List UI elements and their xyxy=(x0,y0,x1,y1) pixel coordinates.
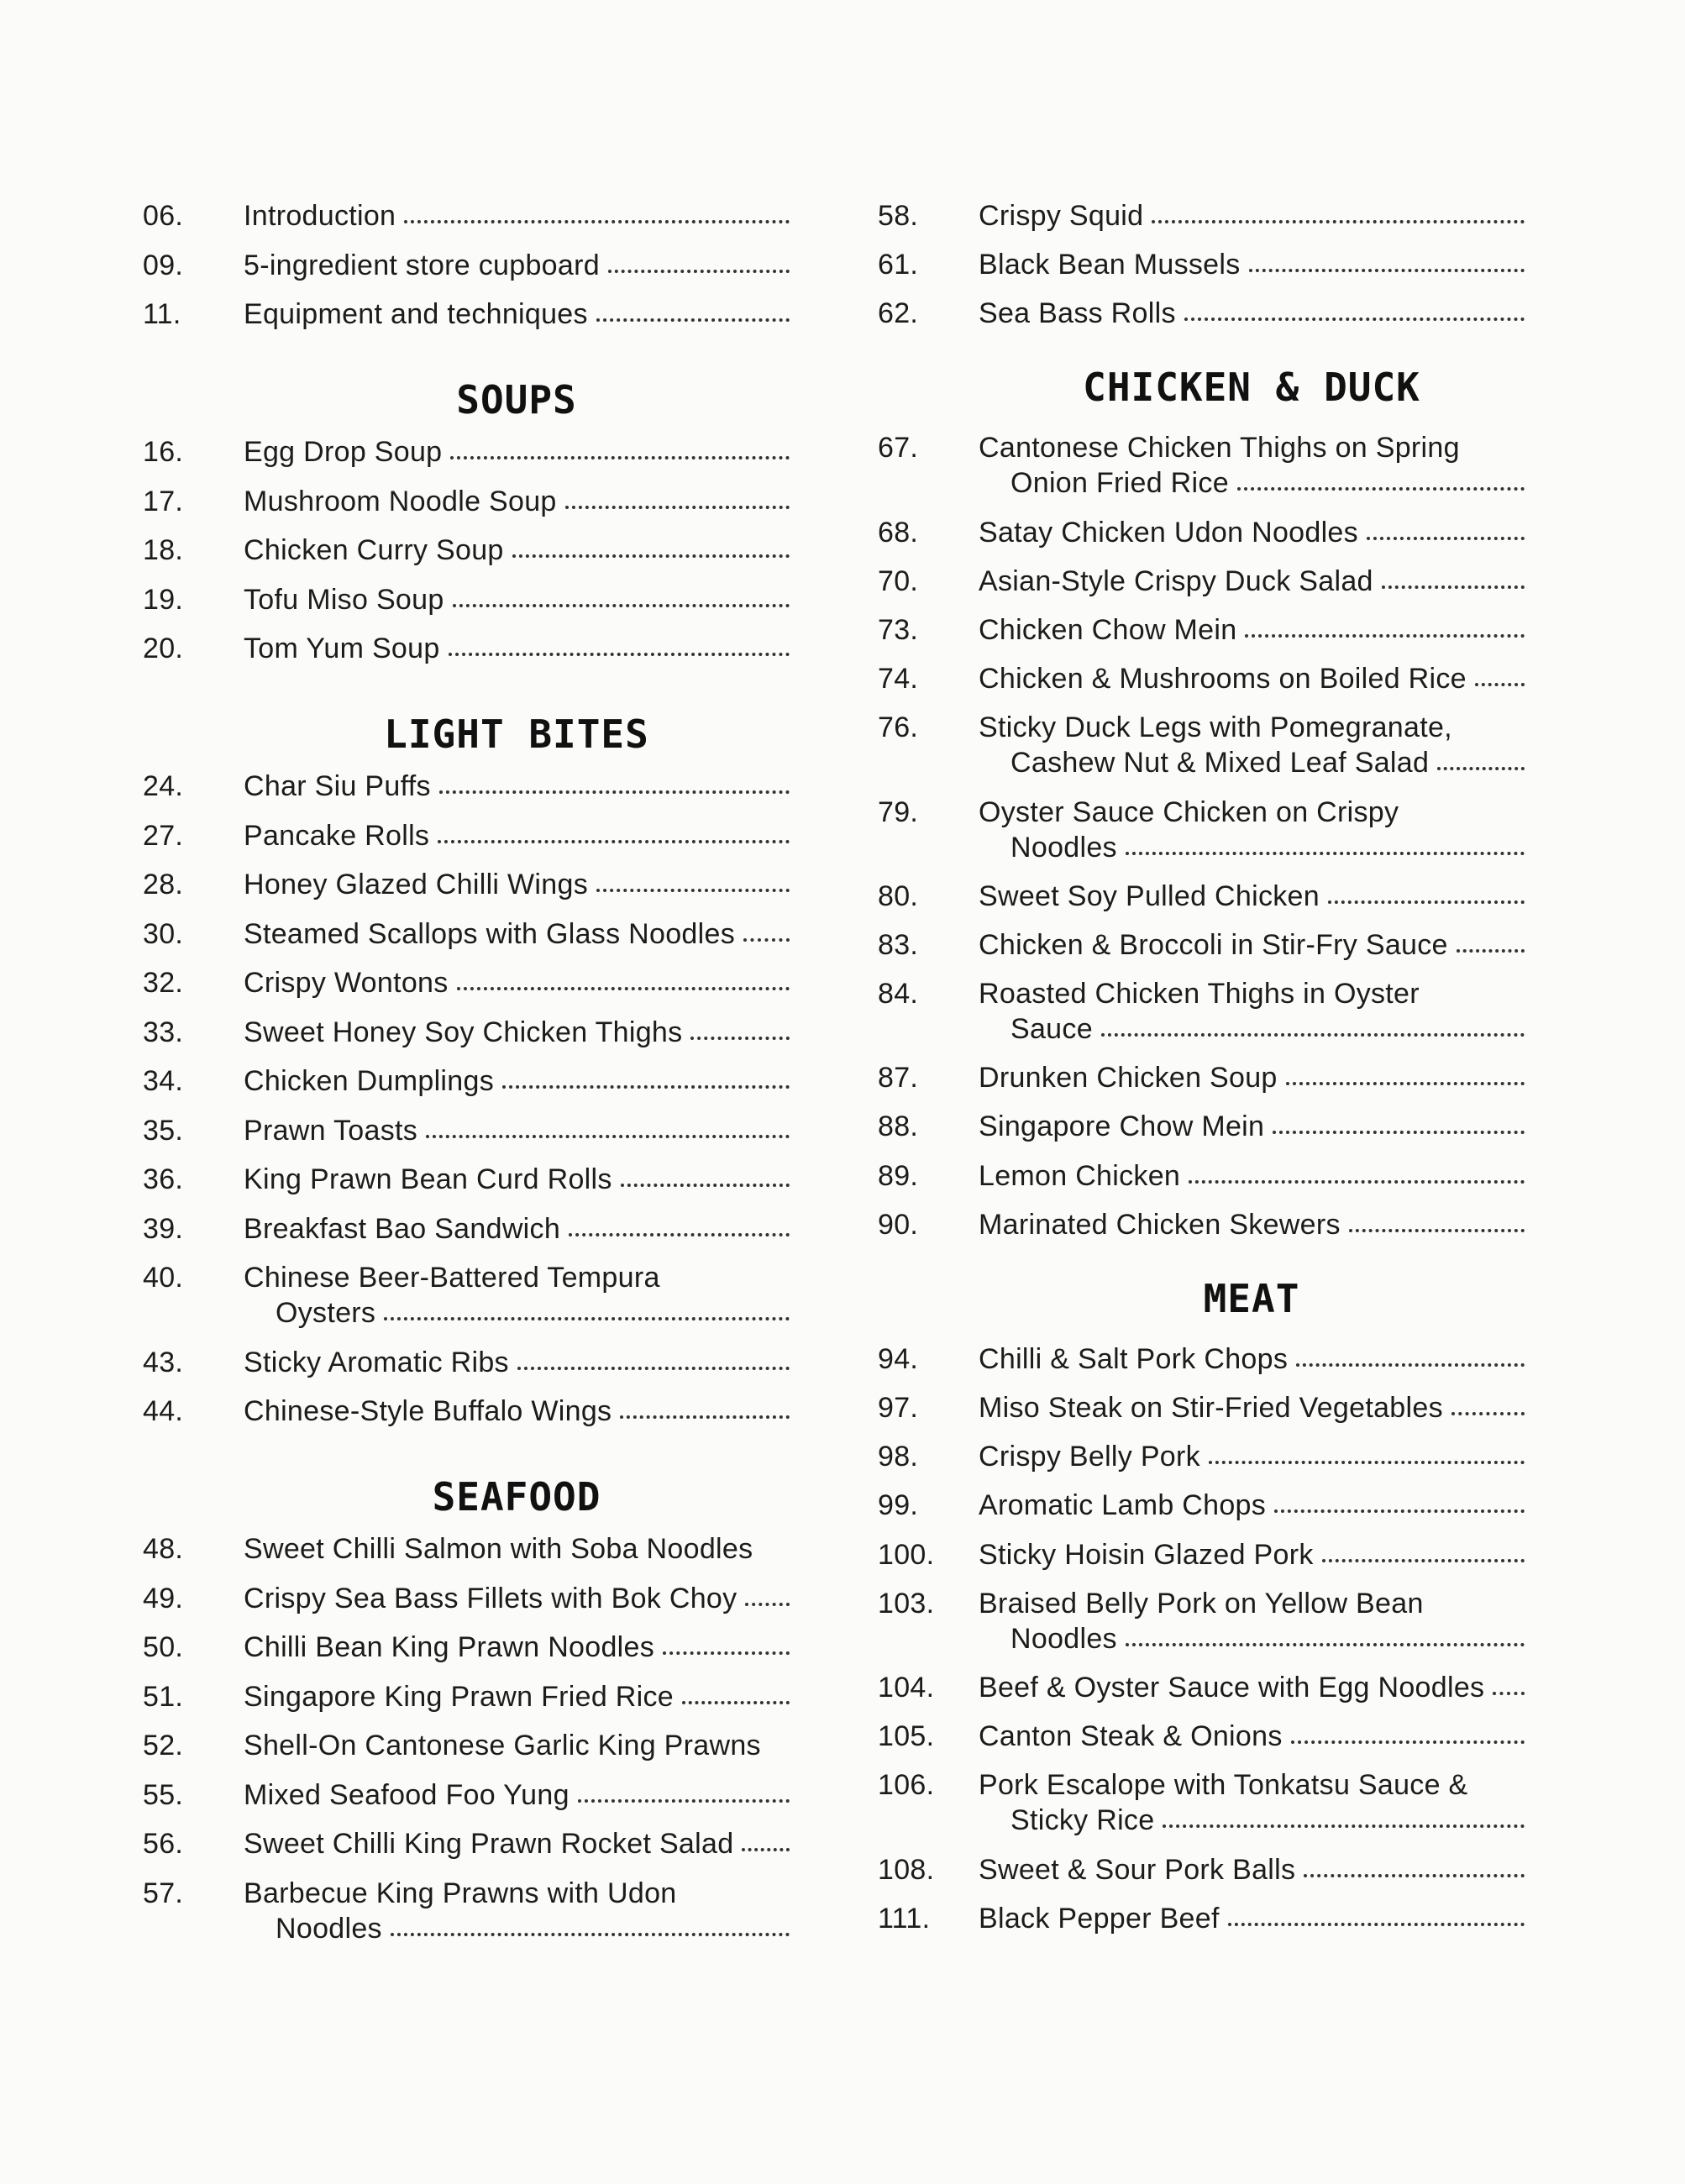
entry-title: Sweet Honey Soy Chicken Thighs xyxy=(244,1016,683,1048)
page-number: 79. xyxy=(878,795,919,828)
entry-title: Crispy Belly Pork xyxy=(979,1441,1200,1473)
entry-title: Cantonese Chicken Thighs on Spring xyxy=(979,432,1460,465)
dot-leader xyxy=(1189,1173,1525,1184)
entry-title: Noodles xyxy=(1010,831,1117,864)
toc-entry[interactable] xyxy=(143,582,790,617)
entry-title: Drunken Chicken Soup xyxy=(979,1062,1278,1095)
dot-leader xyxy=(1475,676,1525,686)
page-number: 87. xyxy=(878,1062,919,1095)
page-number: 74. xyxy=(878,663,919,696)
page-number: 111. xyxy=(878,1902,931,1935)
page-number: 67. xyxy=(878,432,919,465)
page-number: 56. xyxy=(143,1828,184,1860)
toc-entry[interactable] xyxy=(143,1777,790,1813)
toc-entry[interactable] xyxy=(878,564,1525,599)
entry-title: Sticky Rice xyxy=(1010,1804,1155,1837)
dot-leader xyxy=(1152,213,1525,223)
entry-title: Beef & Oyster Sauce with Egg Noodles xyxy=(979,1671,1485,1704)
dot-leader xyxy=(1126,1636,1525,1646)
toc-entry[interactable] xyxy=(878,1341,1525,1377)
dot-leader xyxy=(1249,262,1525,272)
toc-entry[interactable] xyxy=(143,1679,790,1714)
dot-leader xyxy=(663,1645,790,1655)
page-number: 52. xyxy=(143,1730,184,1761)
page-number: 88. xyxy=(878,1110,919,1143)
toc-entry[interactable] xyxy=(143,1345,790,1380)
entry-title: Tom Yum Soup xyxy=(244,633,440,664)
entry-title: Oyster Sauce Chicken on Crispy xyxy=(979,795,1399,828)
entry-title: Chicken Dumplings xyxy=(244,1065,495,1097)
entry-title: Marinated Chicken Skewers xyxy=(979,1208,1341,1241)
entry-title: Pork Escalope with Tonkatsu Sauce & xyxy=(979,1769,1468,1802)
page-number: 28. xyxy=(143,869,184,900)
entry-title: Chicken Curry Soup xyxy=(244,534,504,566)
toc-entry[interactable] xyxy=(143,1630,790,1665)
toc-entry[interactable] xyxy=(143,248,790,283)
page-number: 51. xyxy=(143,1680,184,1713)
page-number: 100. xyxy=(878,1538,935,1571)
dot-leader xyxy=(608,263,790,273)
entry-title: Sweet Soy Pulled Chicken xyxy=(979,879,1320,912)
page-number: 44. xyxy=(143,1395,184,1427)
entry-title: Honey Glazed Chilli Wings xyxy=(244,869,588,900)
page-number: 73. xyxy=(878,613,919,646)
toc-entry[interactable] xyxy=(143,297,790,332)
dot-leader xyxy=(449,646,790,656)
toc-entry[interactable] xyxy=(143,631,790,666)
entry-title: Chicken Chow Mein xyxy=(979,613,1237,646)
entry-title: Equipment and techniques xyxy=(244,298,588,330)
page-number: 36. xyxy=(143,1163,184,1195)
entry-title: Prawn Toasts xyxy=(244,1114,418,1147)
dot-leader xyxy=(1286,1075,1525,1085)
page-number: 61. xyxy=(878,249,919,281)
section-heading-soups: SOUPS xyxy=(456,377,577,423)
dot-leader xyxy=(1457,942,1525,953)
toc-entry[interactable] xyxy=(878,430,1525,501)
entry-title: Crispy Wontons xyxy=(244,967,449,999)
dot-leader xyxy=(1451,1405,1525,1415)
page-number: 27. xyxy=(143,819,184,852)
toc-entry[interactable] xyxy=(878,976,1525,1047)
toc-entry[interactable] xyxy=(878,1719,1525,1754)
dot-leader xyxy=(1304,1867,1525,1877)
page-number: 84. xyxy=(878,978,919,1011)
toc-entry[interactable] xyxy=(143,533,790,568)
entry-title: Sweet Chilli King Prawn Rocket Salad xyxy=(244,1828,734,1860)
entry-title: Singapore Chow Mein xyxy=(979,1110,1265,1143)
toc-entry[interactable] xyxy=(143,1728,790,1763)
dot-leader xyxy=(621,1177,790,1187)
dot-leader xyxy=(578,1793,790,1803)
dot-leader xyxy=(596,312,790,322)
toc-entry[interactable] xyxy=(143,484,790,519)
section-heading-meat: MEAT xyxy=(1203,1275,1300,1321)
entry-title: Cashew Nut & Mixed Leaf Salad xyxy=(1010,747,1430,780)
entry-title: Canton Steak & Onions xyxy=(979,1720,1283,1753)
toc-entry[interactable] xyxy=(143,1876,790,1946)
toc-entry[interactable] xyxy=(878,198,1525,234)
toc-entry[interactable] xyxy=(878,879,1525,914)
dot-leader xyxy=(512,548,790,558)
dot-leader xyxy=(1184,311,1525,321)
page-number: 70. xyxy=(878,564,919,597)
entry-title: Chinese Beer-Battered Tempura xyxy=(244,1262,660,1294)
page-number: 11. xyxy=(143,298,181,330)
entry-title: Chinese-Style Buffalo Wings xyxy=(244,1395,612,1427)
page-number: 06. xyxy=(143,200,184,232)
dot-leader xyxy=(1349,1222,1525,1232)
entry-title: Satay Chicken Udon Noodles xyxy=(979,516,1358,549)
page-number: 62. xyxy=(878,297,919,330)
toc-entry[interactable] xyxy=(143,1260,790,1331)
dot-leader xyxy=(453,597,790,607)
dot-leader xyxy=(1163,1818,1525,1828)
page-number: 43. xyxy=(143,1346,184,1378)
dot-leader xyxy=(1322,1552,1525,1562)
dot-leader xyxy=(439,784,790,794)
page-number: 106. xyxy=(878,1769,935,1802)
page-number: 48. xyxy=(143,1533,184,1565)
entry-title: Shell-On Cantonese Garlic King Prawns xyxy=(244,1730,761,1761)
dot-leader xyxy=(565,499,790,509)
dot-leader xyxy=(1273,1124,1525,1134)
toc-entry[interactable] xyxy=(143,1531,790,1567)
toc-entry[interactable] xyxy=(878,612,1525,648)
toc-entry[interactable] xyxy=(878,1586,1525,1656)
dot-leader xyxy=(1291,1734,1525,1744)
entry-title: Sticky Duck Legs with Pomegranate, xyxy=(979,711,1452,744)
toc-entry[interactable] xyxy=(878,296,1525,331)
entry-title: Sticky Aromatic Ribs xyxy=(244,1346,509,1378)
toc-entry[interactable] xyxy=(878,1207,1525,1242)
dot-leader xyxy=(620,1409,790,1419)
dot-leader xyxy=(457,980,790,990)
entry-title: Tofu Miso Soup xyxy=(244,583,444,616)
page-number: 58. xyxy=(878,200,919,232)
dot-leader xyxy=(745,1596,790,1606)
page-number: 33. xyxy=(143,1016,184,1048)
toc-entry[interactable] xyxy=(143,1015,790,1050)
dot-leader xyxy=(743,932,790,942)
page-number: 50. xyxy=(143,1631,184,1663)
entry-title: 5-ingredient store cupboard xyxy=(244,249,600,281)
entry-title: Crispy Sea Bass Fillets with Bok Choy xyxy=(244,1582,738,1614)
page-number: 108. xyxy=(878,1853,935,1886)
page-number: 76. xyxy=(878,711,919,744)
entry-title: Noodles xyxy=(276,1912,382,1945)
page-number: 35. xyxy=(143,1114,184,1147)
toc-entry[interactable] xyxy=(143,769,790,804)
page-number: 89. xyxy=(878,1159,919,1192)
dot-leader xyxy=(502,1079,790,1089)
page-number: 80. xyxy=(878,879,919,912)
page-number: 19. xyxy=(143,583,184,616)
entry-title: Sweet & Sour Pork Balls xyxy=(979,1853,1296,1886)
page-number: 55. xyxy=(143,1778,184,1811)
page-number: 30. xyxy=(143,917,184,950)
toc-entry[interactable] xyxy=(878,710,1525,780)
dot-leader xyxy=(404,213,790,223)
page-number: 98. xyxy=(878,1441,919,1473)
dot-leader xyxy=(1437,760,1525,770)
dot-leader xyxy=(1245,627,1525,638)
dot-leader xyxy=(596,882,790,892)
dot-leader xyxy=(1493,1685,1525,1695)
page-number: 24. xyxy=(143,770,184,802)
dot-leader xyxy=(1126,845,1525,855)
toc-entry[interactable] xyxy=(143,1581,790,1616)
toc-entry[interactable] xyxy=(143,1394,790,1429)
entry-title: Black Bean Mussels xyxy=(979,249,1241,281)
toc-entry[interactable] xyxy=(878,1060,1525,1095)
entry-title: Aromatic Lamb Chops xyxy=(979,1489,1267,1522)
entry-title: Chicken & Broccoli in Stir-Fry Sauce xyxy=(979,928,1448,961)
entry-title: Mushroom Noodle Soup xyxy=(244,485,557,517)
page-number: 17. xyxy=(143,485,184,517)
toc-entry[interactable] xyxy=(878,1158,1525,1194)
dot-leader xyxy=(1228,1916,1525,1926)
dot-leader xyxy=(438,833,790,843)
entry-title: Pancake Rolls xyxy=(244,819,430,852)
toc-entry[interactable] xyxy=(878,247,1525,282)
section-heading-chicken-and-duck: CHICKEN & DUCK xyxy=(1083,365,1420,411)
entry-title: Introduction xyxy=(244,200,396,232)
toc-entry[interactable] xyxy=(878,515,1525,550)
dot-leader xyxy=(1274,1503,1525,1513)
entry-title: Asian-Style Crispy Duck Salad xyxy=(979,564,1373,597)
entry-title: Roasted Chicken Thighs in Oyster xyxy=(979,978,1420,1011)
entry-title: King Prawn Bean Curd Rolls xyxy=(244,1163,612,1195)
dot-leader xyxy=(742,1841,790,1851)
entry-title: Noodles xyxy=(1010,1622,1117,1655)
toc-entry[interactable] xyxy=(143,1113,790,1148)
toc-entry[interactable] xyxy=(878,1852,1525,1887)
page-number: 90. xyxy=(878,1208,919,1241)
contents-column-left xyxy=(143,198,790,1960)
entry-title: Chilli & Salt Pork Chops xyxy=(979,1342,1289,1375)
dot-leader xyxy=(690,1030,790,1040)
entry-title: Chicken & Mushrooms on Boiled Rice xyxy=(979,663,1467,696)
page-number: 103. xyxy=(878,1587,935,1620)
entry-title: Miso Steak on Stir-Fried Vegetables xyxy=(979,1392,1443,1424)
toc-entry[interactable] xyxy=(878,1109,1525,1144)
toc-entry[interactable] xyxy=(143,1162,790,1197)
entry-title: Mixed Seafood Foo Yung xyxy=(244,1778,570,1811)
toc-entry[interactable] xyxy=(878,795,1525,865)
dot-leader xyxy=(569,1226,790,1236)
entry-title: Egg Drop Soup xyxy=(244,436,443,468)
dot-leader xyxy=(426,1128,790,1138)
toc-entry[interactable] xyxy=(878,927,1525,963)
page-number: 39. xyxy=(143,1212,184,1245)
toc-entry[interactable] xyxy=(143,818,790,853)
page-number: 57. xyxy=(143,1877,184,1909)
dot-leader xyxy=(682,1694,790,1704)
page-number: 49. xyxy=(143,1582,184,1614)
entry-title: Braised Belly Pork on Yellow Bean xyxy=(979,1587,1424,1620)
entry-title: Breakfast Bao Sandwich xyxy=(244,1212,561,1245)
dot-leader xyxy=(450,449,790,459)
toc-entry[interactable] xyxy=(143,198,790,234)
toc-entry[interactable] xyxy=(878,1767,1525,1838)
entry-title: Crispy Squid xyxy=(979,200,1144,232)
toc-entry[interactable] xyxy=(878,1439,1525,1474)
dot-leader xyxy=(1296,1357,1525,1367)
toc-entry[interactable] xyxy=(878,1901,1525,1936)
dot-leader xyxy=(1237,480,1525,491)
page-number: 97. xyxy=(878,1392,919,1424)
page-number: 104. xyxy=(878,1671,935,1704)
entry-title: Onion Fried Rice xyxy=(1010,467,1229,500)
toc-entry[interactable] xyxy=(878,1488,1525,1523)
toc-entry[interactable] xyxy=(143,867,790,902)
toc-entry[interactable] xyxy=(878,1537,1525,1572)
contents-column-right xyxy=(878,198,1525,1950)
entry-title: Sea Bass Rolls xyxy=(979,297,1176,330)
dot-leader xyxy=(517,1360,790,1370)
page-number: 09. xyxy=(143,249,184,281)
toc-entry[interactable] xyxy=(143,1211,790,1247)
entry-title: Black Pepper Beef xyxy=(979,1902,1220,1935)
entry-title: Lemon Chicken xyxy=(979,1159,1181,1192)
toc-entry[interactable] xyxy=(878,1670,1525,1705)
dot-leader xyxy=(1328,894,1525,904)
page-number: 105. xyxy=(878,1720,935,1753)
dot-leader xyxy=(1209,1454,1525,1464)
page-number: 94. xyxy=(878,1342,919,1375)
entry-title: Barbecue King Prawns with Udon xyxy=(244,1877,677,1909)
page-number: 83. xyxy=(878,928,919,961)
toc-entry[interactable] xyxy=(143,434,790,470)
page-number: 32. xyxy=(143,967,184,999)
page-number: 20. xyxy=(143,633,184,664)
page-number: 40. xyxy=(143,1262,184,1294)
entry-title: Oysters xyxy=(276,1297,376,1329)
toc-entry[interactable] xyxy=(143,1826,790,1861)
toc-entry[interactable] xyxy=(878,661,1525,696)
dot-leader xyxy=(384,1310,790,1320)
entry-title: Chilli Bean King Prawn Noodles xyxy=(244,1631,655,1663)
section-heading-seafood: SEAFOOD xyxy=(432,1474,601,1520)
entry-title: Sweet Chilli Salmon with Soba Noodles xyxy=(244,1533,753,1565)
entry-title: Steamed Scallops with Glass Noodles xyxy=(244,917,735,950)
page-number: 68. xyxy=(878,516,919,549)
dot-leader xyxy=(1367,530,1525,540)
section-heading-light-bites: LIGHT BITES xyxy=(384,711,649,757)
entry-title: Singapore King Prawn Fried Rice xyxy=(244,1680,674,1713)
toc-entry[interactable] xyxy=(143,1063,790,1099)
entry-title: Char Siu Puffs xyxy=(244,770,431,802)
dot-leader xyxy=(1101,1026,1525,1037)
dot-leader xyxy=(391,1926,790,1936)
toc-entry[interactable] xyxy=(143,916,790,952)
page-number: 99. xyxy=(878,1489,919,1522)
page-number: 18. xyxy=(143,534,184,566)
dot-leader xyxy=(1382,579,1525,589)
entry-title: Sauce xyxy=(1010,1013,1093,1046)
entry-title: Sticky Hoisin Glazed Pork xyxy=(979,1538,1314,1571)
toc-entry[interactable] xyxy=(143,965,790,1000)
page-number: 16. xyxy=(143,436,184,468)
page-number: 34. xyxy=(143,1065,184,1097)
toc-entry[interactable] xyxy=(878,1390,1525,1425)
